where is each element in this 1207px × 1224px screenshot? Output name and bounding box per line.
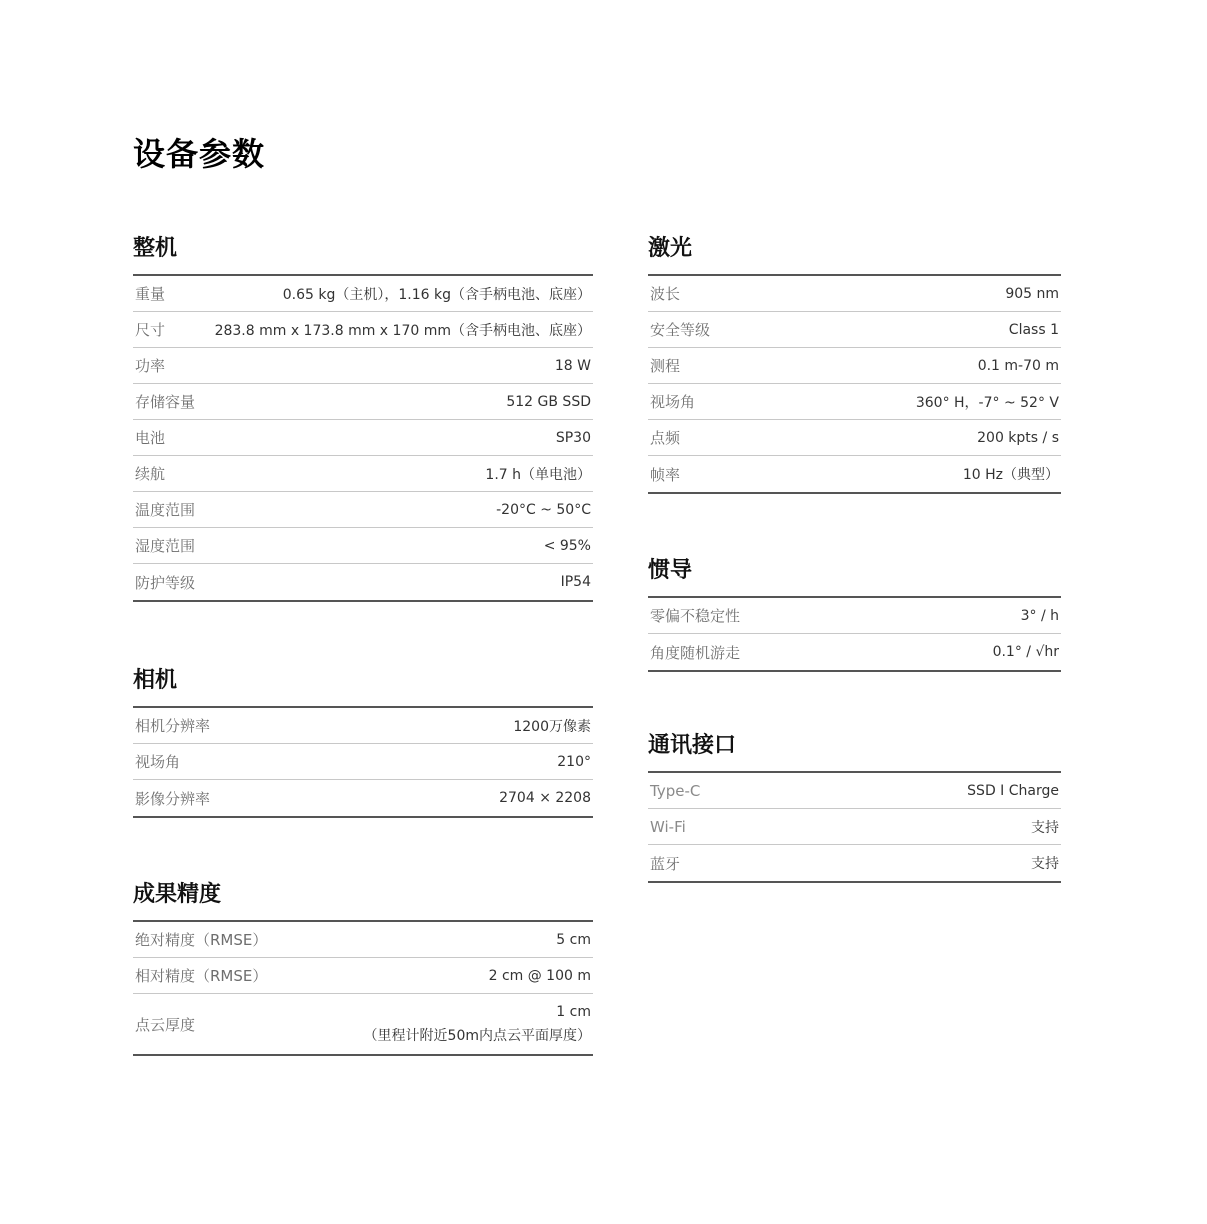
spec-row-point-rate: [648, 420, 1061, 456]
spec-label: 温度范围: [135, 501, 196, 519]
spec-value: Class 1: [1008, 321, 1059, 338]
section-laser: [648, 232, 1061, 494]
page-title: 设备参数: [133, 135, 266, 173]
spec-label: 防护等级: [135, 573, 196, 592]
spec-value: SP30: [555, 429, 591, 446]
spec-row-camera-fov: [133, 744, 593, 780]
spec-value: 360° H，-7° ~ 52° V: [915, 394, 1059, 411]
spec-value: -20°C ~ 50°C: [496, 501, 591, 518]
spec-value-line: 1 cm: [556, 1004, 591, 1020]
spec-row-laser-fov: [648, 384, 1061, 420]
spec-label: 视场角: [135, 753, 181, 771]
spec-value: 512 GB SSD: [506, 393, 591, 410]
spec-row-temperature: [133, 492, 593, 528]
spec-label: 存储容量: [135, 393, 196, 411]
spec-value: 支持: [1031, 819, 1059, 836]
spec-row-endurance: [133, 456, 593, 492]
spec-value-note: （里程计附近50m内点云平面厚度）: [363, 1028, 591, 1044]
spec-row-absolute-accuracy: [133, 922, 593, 958]
spec-row-range: [648, 348, 1061, 384]
spec-row-size: [133, 312, 593, 348]
spec-label: 相机分辨率: [135, 717, 211, 735]
spec-row-bluetooth: [648, 845, 1061, 881]
spec-value: 10 Hz（典型）: [962, 467, 1059, 483]
spec-value: 0.1° / √hr: [992, 644, 1059, 660]
spec-value: 18 W: [554, 357, 591, 374]
spec-label: 影像分辨率: [135, 789, 211, 808]
spec-value: 5 cm: [556, 931, 591, 948]
section-imu: [648, 554, 1061, 672]
spec-label: 续航: [135, 465, 166, 483]
spec-table-laser: [648, 274, 1061, 494]
spec-value: 1.7 h（单电池）: [485, 466, 591, 483]
spec-value: < 95%: [543, 537, 591, 554]
spec-label: 点云厚度: [135, 1015, 196, 1034]
spec-value: 支持: [1031, 856, 1059, 872]
spec-value: 3° / h: [1020, 607, 1059, 624]
spec-table-camera: [133, 706, 593, 818]
spec-label: 相对精度（RMSE）: [135, 967, 268, 985]
spec-row-point-cloud-thickness: [133, 994, 593, 1054]
spec-label: 波长: [650, 285, 681, 303]
spec-row-protection: [133, 564, 593, 600]
section-title-accuracy: 成果精度: [133, 882, 222, 907]
section-title-camera: 相机: [133, 668, 178, 693]
spec-row-angle-random-walk: [648, 634, 1061, 670]
spec-label: 电池: [135, 429, 166, 447]
spec-label: 湿度范围: [135, 537, 196, 555]
section-title-unit: 整机: [133, 236, 178, 261]
spec-row-wavelength: [648, 276, 1061, 312]
section-io: [648, 729, 1061, 883]
spec-label: 重量: [135, 285, 166, 303]
spec-row-power: [133, 348, 593, 384]
spec-table-io: [648, 771, 1061, 883]
spec-label: 点频: [650, 429, 681, 447]
spec-value: 210°: [557, 753, 591, 770]
spec-label: Type-C: [650, 781, 701, 800]
spec-value: 200 kpts / s: [977, 429, 1059, 446]
spec-value: 2 cm @ 100 m: [488, 967, 591, 984]
spec-table-accuracy: [133, 920, 593, 1056]
section-title-laser: 激光: [648, 236, 693, 261]
section-title-imu: 惯导: [648, 558, 693, 583]
spec-value: 2704 × 2208: [499, 790, 591, 806]
spec-value: IP54: [560, 574, 591, 590]
spec-label: 测程: [650, 357, 681, 375]
spec-label: 尺寸: [135, 321, 166, 339]
spec-row-wifi: [648, 809, 1061, 845]
spec-row-safety-class: [648, 312, 1061, 348]
spec-row-frame-rate: [648, 456, 1061, 492]
spec-table-imu: [648, 596, 1061, 672]
section-title-io: 通讯接口: [648, 733, 737, 758]
spec-row-humidity: [133, 528, 593, 564]
spec-row-type-c: [648, 773, 1061, 809]
spec-row-battery: [133, 420, 593, 456]
section-camera: [133, 664, 593, 818]
spec-label: 绝对精度（RMSE）: [135, 931, 268, 949]
spec-row-image-resolution: [133, 780, 593, 816]
spec-label: 功率: [135, 357, 166, 375]
spec-value: 0.65 kg（主机），1.16 kg（含手柄电池、底座）: [282, 286, 591, 303]
spec-value: [364, 1000, 593, 1048]
spec-table-unit: [133, 274, 593, 602]
spec-row-relative-accuracy: [133, 958, 593, 994]
spec-row-bias-instability: [648, 598, 1061, 634]
spec-value: 0.1 m-70 m: [977, 357, 1059, 374]
section-accuracy: [133, 878, 593, 1056]
spec-label: 帧率: [650, 465, 681, 484]
spec-label: Wi-Fi: [650, 817, 686, 836]
spec-label: 角度随机游走: [650, 643, 741, 662]
spec-row-weight: [133, 276, 593, 312]
spec-label: 蓝牙: [650, 854, 681, 873]
spec-label: 零偏不稳定性: [650, 607, 741, 625]
section-unit: [133, 232, 593, 602]
spec-value: 283.8 mm x 173.8 mm x 170 mm（含手柄电池、底座）: [214, 322, 591, 339]
spec-label: 视场角: [650, 393, 696, 411]
spec-row-camera-resolution: [133, 708, 593, 744]
spec-value: SSD I Charge: [967, 782, 1059, 799]
spec-row-storage: [133, 384, 593, 420]
spec-value: 1200万像素: [513, 718, 591, 735]
spec-label: 安全等级: [650, 321, 711, 339]
spec-value: 905 nm: [1005, 285, 1059, 302]
